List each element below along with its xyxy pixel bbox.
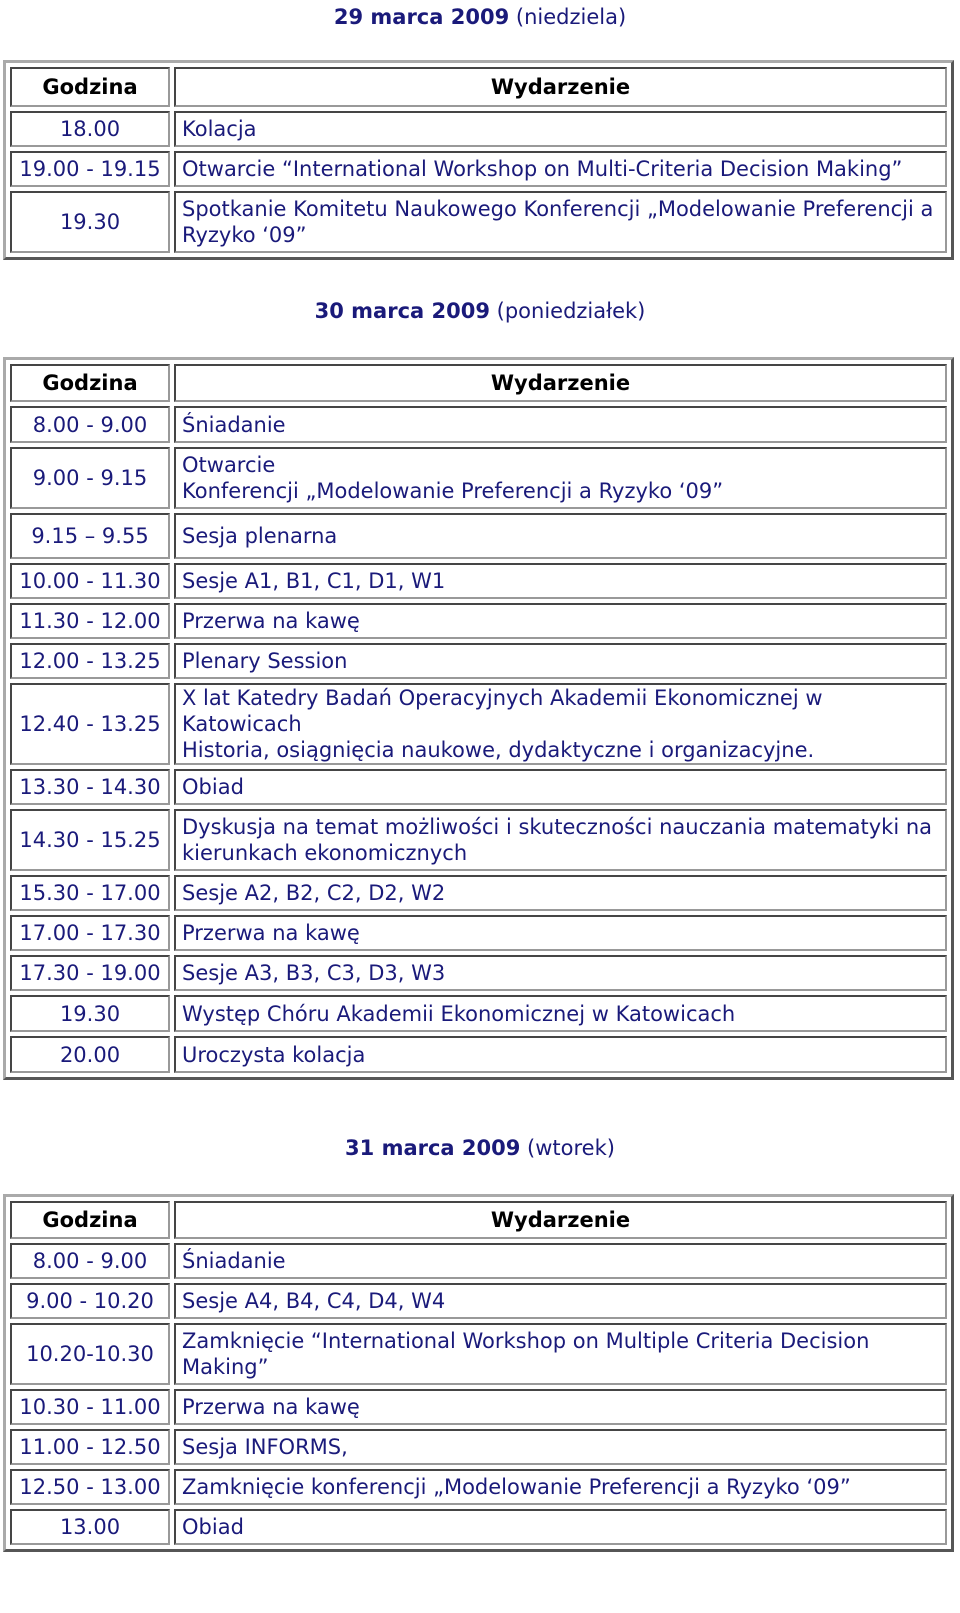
row-time: 19.30 bbox=[10, 191, 170, 253]
row-event: Sesje A3, B3, C3, D3, W3 bbox=[174, 955, 947, 991]
header-time: Godzina bbox=[10, 1201, 170, 1239]
table-row bbox=[10, 1469, 947, 1505]
table-row bbox=[10, 1323, 947, 1385]
table-row bbox=[10, 643, 947, 679]
row-time: 9.00 - 10.20 bbox=[10, 1283, 170, 1319]
row-event: Śniadanie bbox=[174, 406, 947, 443]
row-event: Sesje A2, B2, C2, D2, W2 bbox=[174, 875, 947, 911]
row-time: 9.00 - 9.15 bbox=[10, 447, 170, 509]
row-event: Śniadanie bbox=[174, 1243, 947, 1279]
table-row bbox=[10, 1036, 947, 1073]
day-section-2 bbox=[0, 294, 960, 328]
row-time: 12.50 - 13.00 bbox=[10, 1469, 170, 1505]
table-row bbox=[10, 1389, 947, 1425]
schedule-table-day-2 bbox=[3, 357, 954, 1080]
header-event: Wydarzenie bbox=[174, 364, 947, 402]
row-event-line-2: Konferencji „Modelowanie Preferencji a Ryzyko ‘09” bbox=[182, 479, 724, 503]
row-event-line-2: Historia, osiągnięcia naukowe, dydaktyczne i organizacyjne. bbox=[182, 738, 815, 762]
row-event: Sesje A1, B1, C1, D1, W1 bbox=[174, 563, 947, 599]
row-event: Dyskusja na temat możliwości i skuteczności nauczania matematyki na kierunkach ekonomicznych bbox=[174, 809, 947, 871]
row-event: Sesja plenarna bbox=[174, 513, 947, 559]
table-row bbox=[10, 513, 947, 559]
day-title bbox=[0, 0, 960, 34]
row-event-line-1: Otwarcie bbox=[182, 453, 276, 477]
row-event: Uroczysta kolacja bbox=[174, 1036, 947, 1073]
table-row bbox=[10, 955, 947, 991]
row-time: 10.20-10.30 bbox=[10, 1323, 170, 1385]
row-time: 8.00 - 9.00 bbox=[10, 1243, 170, 1279]
row-event: Obiad bbox=[174, 769, 947, 805]
row-event: Sesja INFORMS, bbox=[174, 1429, 947, 1465]
day-section-3 bbox=[0, 1131, 960, 1165]
row-event: Otwarcie “International Workshop on Multi-Criteria Decision Making” bbox=[174, 151, 947, 187]
row-time: 17.30 - 19.00 bbox=[10, 955, 170, 991]
header-time: Godzina bbox=[10, 67, 170, 107]
row-time: 11.00 - 12.50 bbox=[10, 1429, 170, 1465]
row-event-line-1: X lat Katedry Badań Operacyjnych Akademii Ekonomicznej w Katowicach bbox=[182, 686, 823, 736]
row-time: 9.15 – 9.55 bbox=[10, 513, 170, 559]
table-row bbox=[10, 1243, 947, 1279]
day-weekday: (poniedziałek) bbox=[496, 299, 646, 323]
table-row bbox=[10, 995, 947, 1032]
table-row bbox=[10, 809, 947, 871]
row-time: 10.00 - 11.30 bbox=[10, 563, 170, 599]
day-title bbox=[0, 294, 960, 328]
table-row bbox=[10, 683, 947, 765]
row-time: 10.30 - 11.00 bbox=[10, 1389, 170, 1425]
row-event: Przerwa na kawę bbox=[174, 1389, 947, 1425]
day-section-1 bbox=[0, 0, 960, 34]
table-row bbox=[10, 603, 947, 639]
day-date: 31 marca 2009 bbox=[345, 1136, 521, 1160]
row-time: 13.00 bbox=[10, 1509, 170, 1545]
table-row bbox=[10, 111, 947, 147]
row-event: Zamknięcie “International Workshop on Multiple Criteria Decision Making” bbox=[174, 1323, 947, 1385]
row-time: 18.00 bbox=[10, 111, 170, 147]
header-event: Wydarzenie bbox=[174, 1201, 947, 1239]
row-event bbox=[174, 447, 947, 509]
day-title bbox=[0, 1131, 960, 1165]
row-time: 12.40 - 13.25 bbox=[10, 683, 170, 765]
row-event: Kolacja bbox=[174, 111, 947, 147]
row-event: Przerwa na kawę bbox=[174, 915, 947, 951]
row-time: 12.00 - 13.25 bbox=[10, 643, 170, 679]
table-header-row bbox=[10, 364, 947, 402]
row-event: Zamknięcie konferencji „Modelowanie Preferencji a Ryzyko ‘09” bbox=[174, 1469, 947, 1505]
table-row bbox=[10, 1509, 947, 1545]
row-time: 13.30 - 14.30 bbox=[10, 769, 170, 805]
day-date: 29 marca 2009 bbox=[333, 5, 510, 29]
day-weekday: (wtorek) bbox=[527, 1136, 615, 1160]
row-time: 19.00 - 19.15 bbox=[10, 151, 170, 187]
table-row bbox=[10, 191, 947, 253]
table-row bbox=[10, 875, 947, 911]
day-date: 30 marca 2009 bbox=[314, 299, 490, 323]
table-header-row bbox=[10, 1201, 947, 1239]
row-time: 8.00 - 9.00 bbox=[10, 406, 170, 443]
table-row bbox=[10, 447, 947, 509]
table-row bbox=[10, 915, 947, 951]
row-time: 19.30 bbox=[10, 995, 170, 1032]
row-event: Plenary Session bbox=[174, 643, 947, 679]
row-event: Przerwa na kawę bbox=[174, 603, 947, 639]
row-event: Sesje A4, B4, C4, D4, W4 bbox=[174, 1283, 947, 1319]
row-time: 11.30 - 12.00 bbox=[10, 603, 170, 639]
table-row bbox=[10, 769, 947, 805]
row-time: 15.30 - 17.00 bbox=[10, 875, 170, 911]
table-row bbox=[10, 406, 947, 443]
table-row bbox=[10, 151, 947, 187]
row-time: 17.00 - 17.30 bbox=[10, 915, 170, 951]
row-time: 20.00 bbox=[10, 1036, 170, 1073]
schedule-table-day-3 bbox=[3, 1194, 954, 1552]
row-event: Występ Chóru Akademii Ekonomicznej w Katowicach bbox=[174, 995, 947, 1032]
table-header-row bbox=[10, 67, 947, 107]
row-event bbox=[174, 683, 947, 765]
row-time: 14.30 - 15.25 bbox=[10, 809, 170, 871]
table-row bbox=[10, 563, 947, 599]
table-row bbox=[10, 1429, 947, 1465]
header-time: Godzina bbox=[10, 364, 170, 402]
row-event: Obiad bbox=[174, 1509, 947, 1545]
day-weekday: (niedziela) bbox=[515, 5, 627, 29]
schedule-table-day-1 bbox=[3, 60, 954, 260]
table-row bbox=[10, 1283, 947, 1319]
header-event: Wydarzenie bbox=[174, 67, 947, 107]
row-event: Spotkanie Komitetu Naukowego Konferencji „Modelowanie Preferencji a Ryzyko ‘09” bbox=[174, 191, 947, 253]
